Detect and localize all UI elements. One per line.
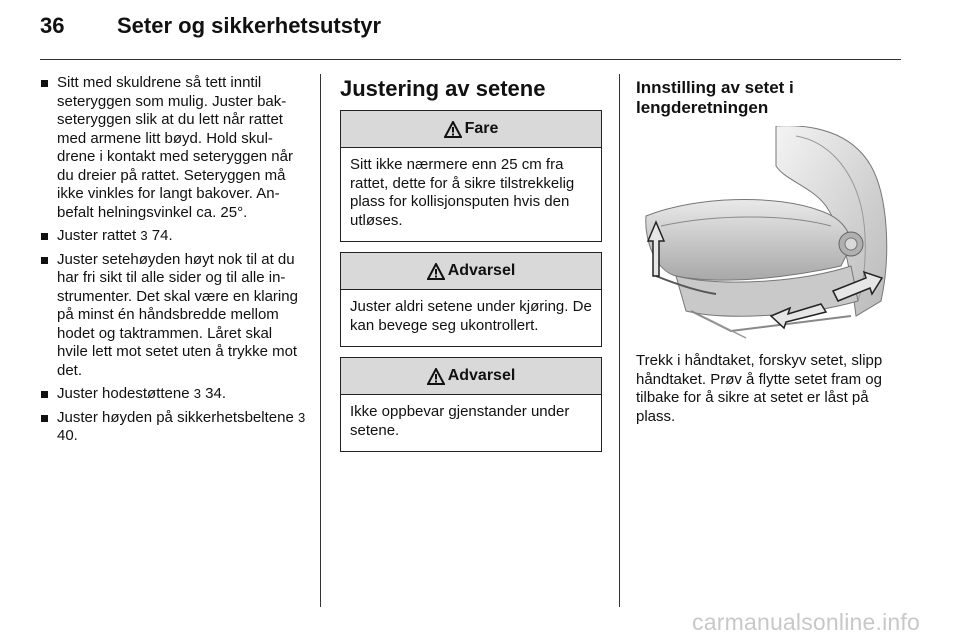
warning-box [340,357,602,452]
list-item-text: Juster setehøyden høyt nok til at du har fri sikt til alle sider og til alle instrumenter. Det skal være en klaring på minst én håndsbredde mellom hodet og taktrammen. Låret skal hvile lett mot setet uten å trykke mot det. [57,250,298,379]
box-header [341,253,601,290]
box-body: Juster aldri setene under kjøring. De kan bevege seg ukontrollert. [350,298,592,334]
warning-box [340,252,602,347]
list-item [40,409,306,446]
bullet-square-icon [41,80,48,87]
list-item [40,385,306,404]
box-body: Ikke oppbevar gjenstander under setene. [350,403,570,439]
middle-column [340,74,602,462]
list-item-text: Sitt med skuldrene så tett inntil seteryggen som mulig. Juster bakseteryggen slik at du lett når rattet med armene litt bøyd. Hold skuldrene i kontakt med seteryggen når du dreier på rattet. Seteryggen må ikke vinkles for langt bakover. Anbefalt helningsvinkel ca. 25°. [57,74,293,221]
instruction-list [40,74,306,446]
bullet-square-icon [41,415,48,422]
box-header [341,358,601,395]
bullet-square-icon [41,257,48,264]
box-title: Advarsel [447,262,516,279]
left-column [40,74,306,451]
box-header [341,111,601,148]
list-item [40,74,306,222]
page-reference[interactable]: 34. [205,385,227,402]
section-heading: Justering av setene [340,76,546,101]
column-divider-1 [320,74,321,607]
list-item-text: Juster rattet [57,227,141,244]
page-reference[interactable]: 40. [57,427,78,444]
warning-triangle-icon [427,368,445,385]
page-reference-arrow-icon: 3 [140,228,148,243]
list-item [40,227,306,246]
page-number: 36 [40,13,65,38]
page-reference[interactable]: 74. [151,227,173,244]
header-rule [40,59,901,60]
page-reference-arrow-icon: 3 [193,386,201,401]
page-reference-arrow-icon: 3 [297,409,306,425]
seat-adjustment-illustration [636,126,893,340]
list-item [40,251,306,381]
illustration-caption: Trekk i håndtaket, forskyv setet, slipp håndtaket. Prøv å flytte setet fram og tilbake for å sikre at setet er låst på plass. [636,352,883,425]
list-item-text: Juster hodestøttene [57,385,194,402]
column-divider-2 [619,74,620,607]
box-title: Fare [464,120,499,137]
watermark: carmanualsonline.info [692,609,920,635]
right-column [621,74,906,426]
danger-box [340,110,602,242]
subsection-heading: Innstilling av setet i lengderetningen [636,78,794,117]
box-body: Sitt ikke nærmere enn 25 cm fra rattet, dette for å sikre tilstrekkelig plass for kollisjonsputen hvis den utløses. [350,156,575,229]
box-title: Advarsel [447,367,516,384]
list-item-text: Juster høyden på sikkerhetsbeltene [57,408,298,426]
running-title: Seter og sikkerhetsutstyr [117,13,382,38]
warning-triangle-icon [427,263,445,280]
bullet-square-icon [41,391,48,398]
bullet-square-icon [41,233,48,240]
warning-triangle-icon [444,121,462,138]
